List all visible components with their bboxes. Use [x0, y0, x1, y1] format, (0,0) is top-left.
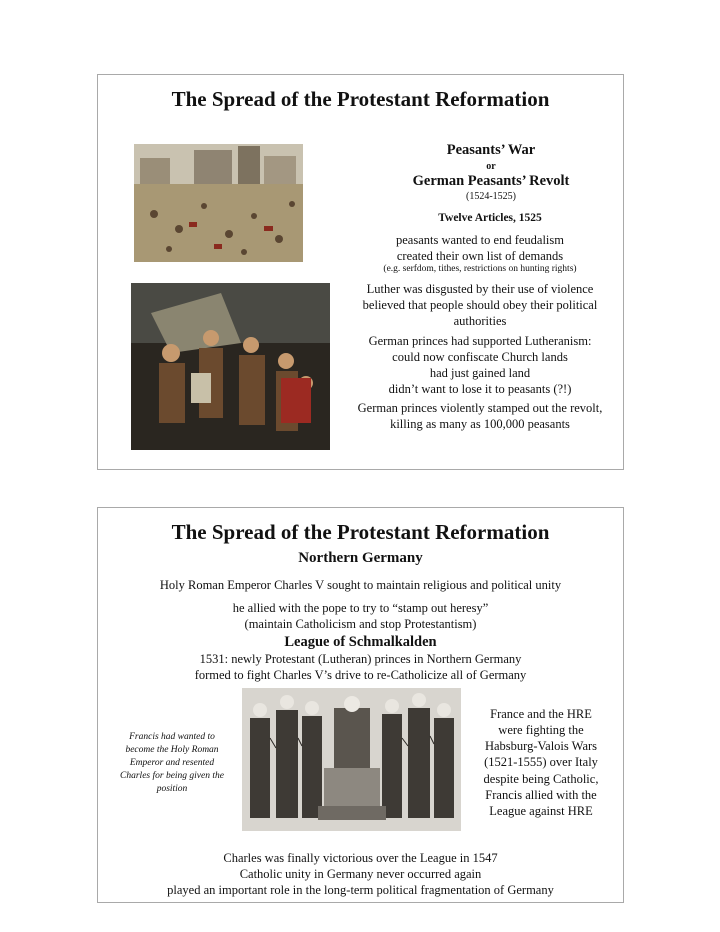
- slide-2: [97, 507, 624, 903]
- princes-line: had just gained land: [429, 366, 531, 380]
- demands-text: [342, 232, 618, 264]
- revolt-dates: (1524-1525): [466, 191, 516, 202]
- league-text: [98, 651, 623, 683]
- allied-line: (maintain Catholicism and stop Protestantism): [244, 617, 477, 631]
- princes-line: German princes had supported Lutheranism:: [368, 334, 592, 348]
- league-heading: League of Schmalkalden: [284, 634, 437, 650]
- allied-line: he allied with the pope to try to “stamp out heresy”: [232, 601, 489, 615]
- slide-1: [97, 74, 624, 470]
- francis-note-line: Emperor and resented: [129, 758, 215, 768]
- luther-line: Luther was disgusted by their use of violence: [366, 282, 594, 296]
- slide-2-title: The Spread of the Protestant Reformation: [171, 520, 550, 544]
- francis-note: [110, 731, 234, 796]
- luther-text: [338, 281, 622, 329]
- habsburg-valois-text: [466, 706, 616, 770]
- princes-text: [338, 333, 622, 397]
- luther-line: authorities: [453, 314, 507, 328]
- conclusion-line: Charles was finally victorious over the League in 1547: [223, 851, 498, 865]
- despite-line: League against HRE: [489, 804, 593, 818]
- francis-note-line: Charles for being given the: [120, 771, 224, 781]
- despite-catholic-text: [466, 771, 616, 819]
- northern-germany-subtitle: Northern Germany: [298, 550, 423, 566]
- league-engraving: [242, 688, 461, 831]
- slide-1-title: The Spread of the Protestant Reformation: [171, 87, 550, 111]
- francis-note-line: position: [156, 784, 188, 794]
- stamped-line: killing as many as 100,000 peasants: [390, 417, 570, 431]
- stamped-out-text: [334, 400, 626, 432]
- conclusion-text: [98, 850, 623, 898]
- demands-note: (e.g. serfdom, tithes, restrictions on hunting rights): [383, 264, 577, 274]
- france-line: were fighting the: [498, 723, 584, 737]
- twelve-articles-heading: Twelve Articles, 1525: [438, 212, 542, 224]
- massacre-painting: [134, 144, 303, 262]
- league-line: 1531: newly Protestant (Lutheran) princes in Northern Germany: [199, 652, 522, 666]
- despite-line: Francis allied with the: [485, 788, 597, 802]
- or-label: or: [486, 161, 496, 172]
- league-line: formed to fight Charles V’s drive to re-Catholicize all of Germany: [194, 668, 527, 682]
- peasants-painting: [131, 283, 330, 450]
- france-line: Habsburg-Valois Wars: [484, 739, 598, 753]
- demands-line: peasants wanted to end feudalism: [395, 233, 564, 247]
- princes-line: could now confiscate Church lands: [392, 350, 568, 364]
- charles-text: Holy Roman Emperor Charles V sought to maintain religious and political unity: [159, 578, 562, 592]
- princes-line: didn’t want to lose it to peasants (?!): [388, 382, 572, 396]
- france-line: France and the HRE: [490, 707, 592, 721]
- france-line: (1521-1555) over Italy: [484, 755, 598, 769]
- conclusion-line: Catholic unity in Germany never occurred again: [239, 867, 482, 881]
- despite-line: despite being Catholic,: [483, 772, 599, 786]
- revolt-heading: German Peasants’ Revolt: [412, 173, 570, 189]
- francis-note-line: become the Holy Roman: [125, 745, 219, 755]
- francis-note-line: Francis had wanted to: [129, 732, 215, 742]
- peasants-war-heading: Peasants’ War: [446, 142, 536, 158]
- demands-line: created their own list of demands: [396, 249, 564, 263]
- allied-text: [98, 600, 623, 632]
- conclusion-line: played an important role in the long-term political fragmentation of Germany: [167, 883, 554, 897]
- luther-line: believed that people should obey their political: [362, 298, 598, 312]
- stamped-line: German princes violently stamped out the revolt,: [357, 401, 603, 415]
